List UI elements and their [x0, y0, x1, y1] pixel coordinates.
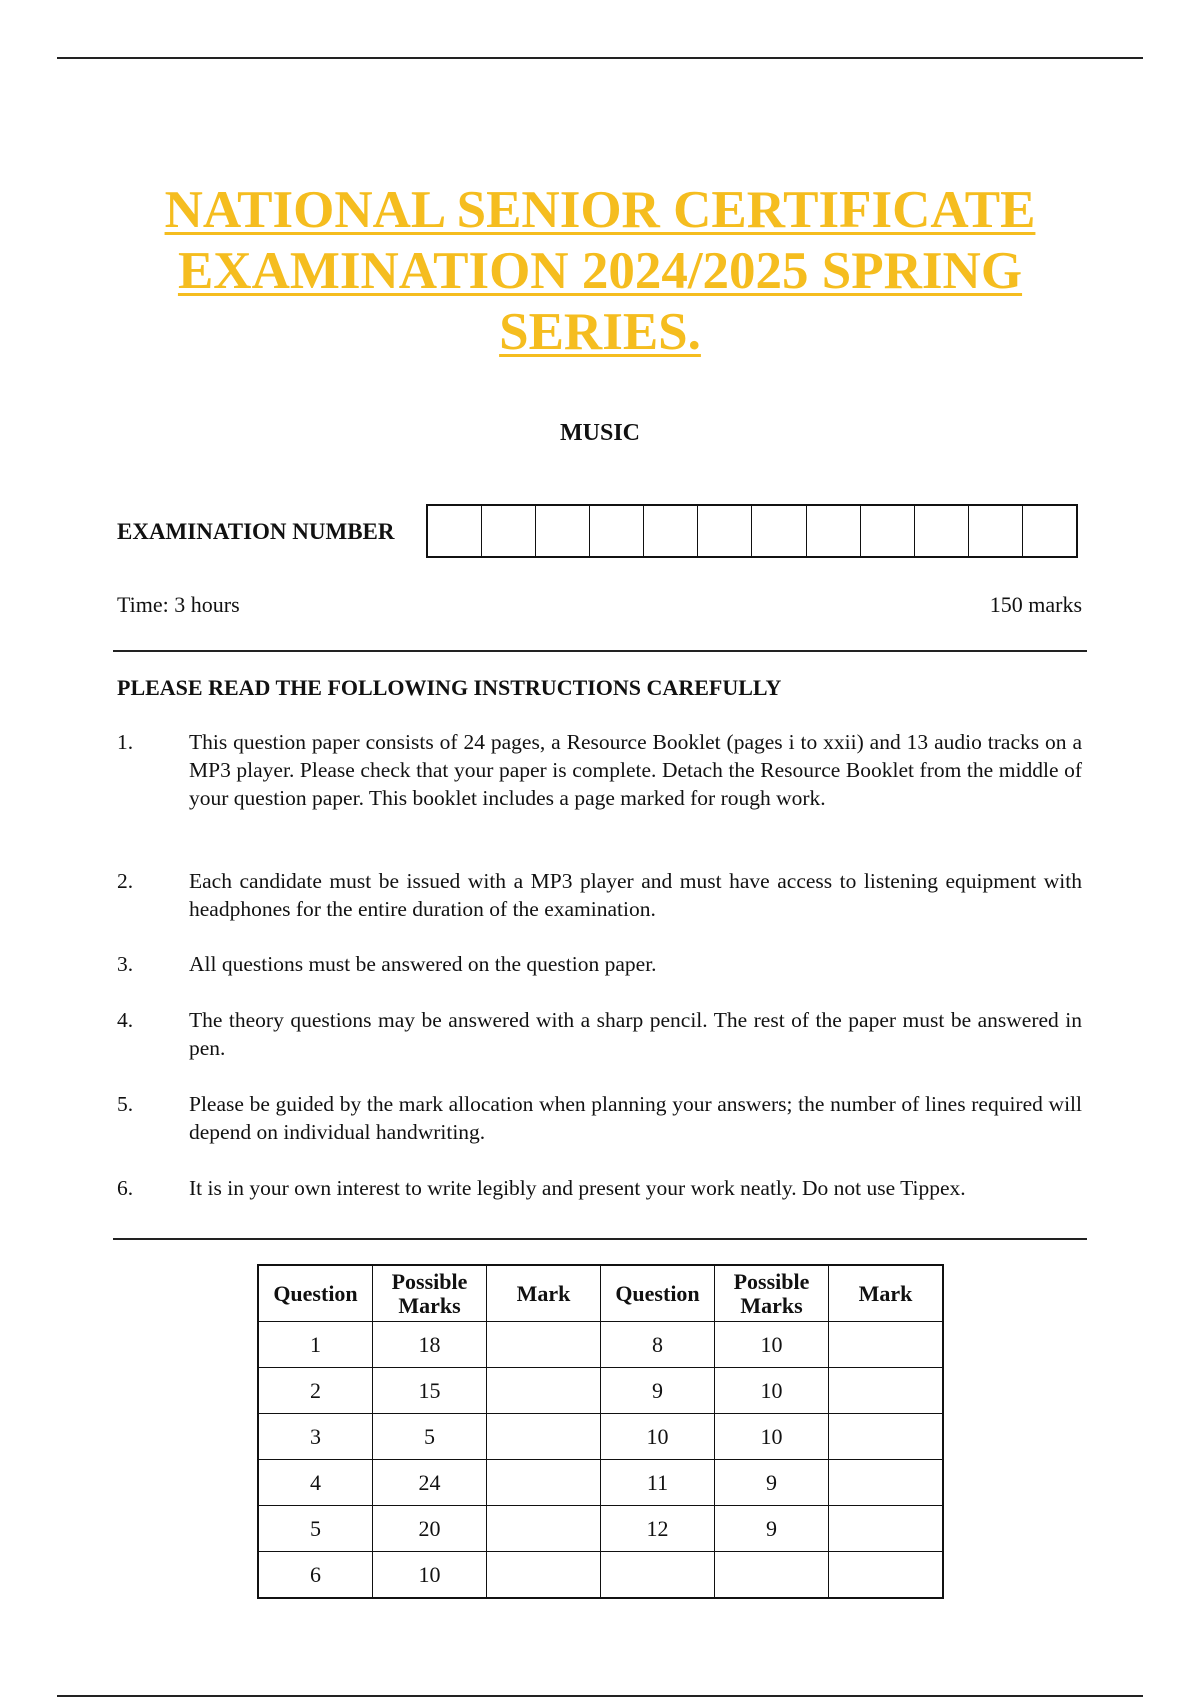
- table-row: [258, 1460, 943, 1506]
- exam-number-digit-box[interactable]: [590, 506, 644, 556]
- possible-marks-cell: 10: [373, 1552, 487, 1599]
- title-line-1: NATIONAL SENIOR CERTIFICATE: [164, 181, 1036, 239]
- possible-marks-cell: 18: [373, 1322, 487, 1368]
- marks-table: [257, 1264, 944, 1599]
- exam-number-digit-box[interactable]: [536, 506, 590, 556]
- table-row: [258, 1552, 943, 1599]
- exam-number-digit-box[interactable]: [644, 506, 698, 556]
- instruction-item: [117, 1006, 1082, 1062]
- exam-number-digit-box[interactable]: [698, 506, 752, 556]
- possible-marks-cell: 9: [715, 1506, 829, 1552]
- mark-cell[interactable]: [829, 1506, 944, 1552]
- exam-number-digit-box[interactable]: [1023, 506, 1076, 556]
- column-header-possible-marks: [715, 1265, 829, 1322]
- question-cell: 9: [601, 1368, 715, 1414]
- instruction-text: This question paper consists of 24 pages, a Resource Booklet (pages i to xxii) and 13 audio tracks on a MP3 player. Please check that your paper is complete. Detach the Resource Booklet from the middle of your question paper. This booklet includes a page marked for rough work.: [189, 730, 1082, 810]
- column-header-possible-marks: [373, 1265, 487, 1322]
- table-row: [258, 1414, 943, 1460]
- mark-cell[interactable]: [487, 1414, 601, 1460]
- instruction-item: [117, 1174, 966, 1202]
- possible-marks-cell: 10: [715, 1368, 829, 1414]
- table-row: [258, 1322, 943, 1368]
- table-row: [258, 1368, 943, 1414]
- question-cell: 11: [601, 1460, 715, 1506]
- top-rule: [57, 57, 1143, 59]
- instruction-text: Please be guided by the mark allocation when planning your answers; the number of lines required will depend on individual handwriting.: [189, 1092, 1082, 1144]
- question-cell: 5: [258, 1506, 373, 1552]
- mark-cell[interactable]: [487, 1552, 601, 1599]
- possible-marks-cell: [715, 1552, 829, 1599]
- header-line: Possible: [391, 1268, 468, 1294]
- question-cell: [601, 1552, 715, 1599]
- bottom-rule: [57, 1695, 1143, 1697]
- instruction-text: The theory questions may be answered with a sharp pencil. The rest of the paper must be answered in pen.: [189, 1008, 1082, 1060]
- exam-number-digit-box[interactable]: [482, 506, 536, 556]
- subject-title: MUSIC: [559, 420, 640, 446]
- mark-cell[interactable]: [829, 1552, 944, 1599]
- question-cell: 4: [258, 1460, 373, 1506]
- possible-marks-cell: 20: [373, 1506, 487, 1552]
- exam-number-digit-box[interactable]: [915, 506, 969, 556]
- instruction-number: 6.: [117, 1176, 134, 1200]
- mark-cell[interactable]: [487, 1322, 601, 1368]
- possible-marks-cell: 9: [715, 1460, 829, 1506]
- instructions-heading: PLEASE READ THE FOLLOWING INSTRUCTIONS CAREFULLY: [117, 675, 782, 700]
- title-line-3: SERIES.: [499, 303, 701, 361]
- marks-table-header-row: [258, 1265, 943, 1322]
- title-line-2: EXAMINATION 2024/2025 SPRING: [177, 242, 1023, 300]
- exam-number-digit-box[interactable]: [428, 506, 482, 556]
- examination-number-boxes: [426, 504, 1078, 558]
- instruction-item: [117, 1090, 1082, 1146]
- table-row: [258, 1506, 943, 1552]
- instruction-item: [117, 728, 1082, 812]
- mark-cell[interactable]: [829, 1368, 944, 1414]
- instruction-number: 5.: [117, 1092, 134, 1116]
- mark-cell[interactable]: [487, 1506, 601, 1552]
- possible-marks-cell: 10: [715, 1322, 829, 1368]
- mark-cell[interactable]: [829, 1460, 944, 1506]
- question-cell: 1: [258, 1322, 373, 1368]
- divider-rule: [113, 1238, 1087, 1240]
- possible-marks-cell: 15: [373, 1368, 487, 1414]
- instruction-item: [117, 950, 657, 978]
- question-cell: 6: [258, 1552, 373, 1599]
- instruction-number: 3.: [117, 952, 134, 976]
- exam-number-digit-box[interactable]: [861, 506, 915, 556]
- instruction-number: 2.: [117, 869, 134, 893]
- mark-cell[interactable]: [487, 1368, 601, 1414]
- exam-title: [100, 180, 1100, 363]
- examination-number-label: EXAMINATION NUMBER: [117, 519, 395, 544]
- instruction-number: 4.: [117, 1008, 134, 1032]
- column-header-question: Question: [601, 1265, 715, 1322]
- possible-marks-cell: 5: [373, 1414, 487, 1460]
- question-cell: 12: [601, 1506, 715, 1552]
- instruction-item: [117, 867, 1082, 923]
- header-line: Possible: [733, 1268, 810, 1294]
- instruction-text: All questions must be answered on the question paper.: [189, 952, 657, 976]
- column-header-mark: Mark: [487, 1265, 601, 1322]
- question-cell: 3: [258, 1414, 373, 1460]
- instruction-number: 1.: [117, 730, 134, 754]
- exam-number-digit-box[interactable]: [969, 506, 1023, 556]
- question-cell: 2: [258, 1368, 373, 1414]
- question-cell: 8: [601, 1322, 715, 1368]
- mark-cell[interactable]: [487, 1460, 601, 1506]
- possible-marks-cell: 10: [715, 1414, 829, 1460]
- mark-cell[interactable]: [829, 1414, 944, 1460]
- divider-rule: [113, 650, 1087, 652]
- header-line: Marks: [398, 1292, 461, 1318]
- instruction-text: Each candidate must be issued with a MP3 player and must have access to listening equipment with headphones for the entire duration of the examination.: [189, 869, 1082, 921]
- column-header-mark: Mark: [829, 1265, 944, 1322]
- exam-number-digit-box[interactable]: [752, 506, 806, 556]
- mark-cell[interactable]: [829, 1322, 944, 1368]
- column-header-question: Question: [258, 1265, 373, 1322]
- header-line: Marks: [740, 1292, 803, 1318]
- exam-number-digit-box[interactable]: [807, 506, 861, 556]
- total-marks: 150 marks: [989, 592, 1082, 617]
- question-cell: 10: [601, 1414, 715, 1460]
- possible-marks-cell: 24: [373, 1460, 487, 1506]
- time-allowed: Time: 3 hours: [117, 592, 240, 617]
- instruction-text: It is in your own interest to write legibly and present your work neatly. Do not use Tippex.: [189, 1176, 966, 1200]
